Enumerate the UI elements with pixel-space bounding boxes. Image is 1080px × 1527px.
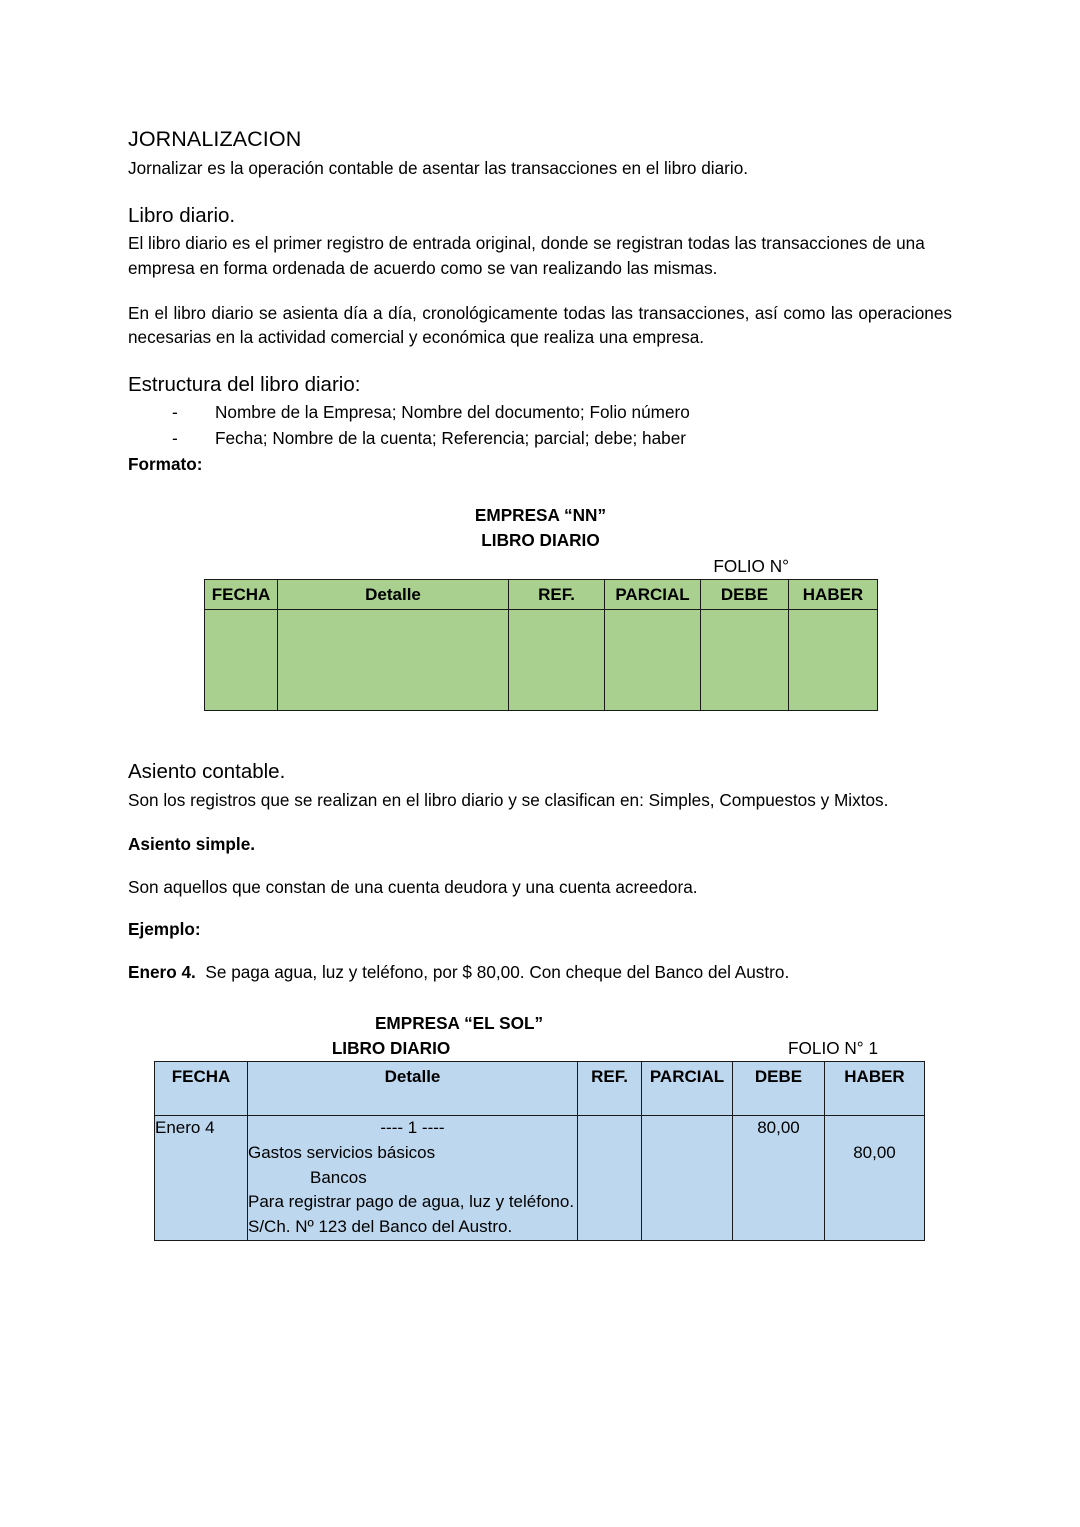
column-header-parcial: PARCIAL [642, 1062, 733, 1116]
cell-debe [701, 609, 789, 710]
entry-number-marker: ---- 1 ---- [380, 1118, 445, 1138]
section-heading-estructura: Estructura del libro diario: [128, 372, 361, 396]
column-header-parcial: PARCIAL [605, 579, 701, 609]
table-row [155, 1116, 925, 1240]
dash-bullet: - [172, 402, 178, 423]
cell-parcial [642, 1116, 733, 1240]
cell-detalle [278, 609, 509, 710]
column-header-ref: REF. [578, 1062, 642, 1116]
document-body [128, 126, 952, 1241]
cell-fecha [205, 609, 278, 710]
cell-parcial [605, 609, 701, 710]
ejemplo-date: Enero 4. [128, 961, 196, 982]
example-table-document-title: LIBRO DIARIO [331, 1038, 451, 1059]
cell-haber [825, 1116, 925, 1240]
cell-debe [733, 1116, 825, 1240]
cell-fecha [155, 1116, 248, 1240]
column-header-debe: DEBE [701, 579, 789, 609]
example-ledger-block [128, 1011, 952, 1241]
dash-bullet: - [172, 428, 178, 449]
entry-debit-account: Gastos servicios básicos [248, 1143, 436, 1163]
ejemplo-statement [128, 960, 952, 985]
table-row [205, 609, 878, 710]
format-table-document-title: LIBRO DIARIO [481, 530, 600, 551]
haber-spacer [825, 1116, 924, 1141]
table-header-row [155, 1062, 925, 1116]
formato-label: Formato: [128, 454, 203, 475]
asiento-simple-text: Son aquellos que constan de una cuenta deudora y una cuenta acreedora. [128, 876, 698, 897]
format-ledger-table [204, 579, 878, 711]
column-header-fecha: FECHA [155, 1062, 248, 1116]
section-heading-libro-diario: Libro diario. [128, 203, 236, 227]
example-table-subtitle-row [154, 1036, 924, 1061]
column-header-debe: DEBE [733, 1062, 825, 1116]
table-header-row [205, 579, 878, 609]
cell-ref [578, 1116, 642, 1240]
format-ledger-block [128, 503, 952, 711]
column-header-detalle: Detalle [248, 1062, 578, 1116]
cell-detalle [248, 1116, 578, 1240]
column-header-fecha: FECHA [205, 579, 278, 609]
ejemplo-description: Se paga agua, luz y teléfono, por $ 80,00. Con cheque del Banco del Austro. [205, 961, 790, 982]
entry-description-line-1: Para registrar pago de agua, luz y teléfono. [248, 1192, 575, 1212]
asiento-simple-label: Asiento simple. [128, 834, 256, 855]
format-table-folio: FOLIO N° [713, 555, 789, 576]
estructura-list [128, 400, 952, 452]
list-item [172, 426, 952, 452]
ejemplo-label: Ejemplo: [128, 919, 201, 940]
asiento-contable-paragraph: Son los registros que se realizan en el libro diario y se clasifican en: Simples, Compuestos y Mixtos. [128, 789, 889, 810]
example-table-company: EMPRESA “EL SOL” [374, 1012, 544, 1033]
column-header-detalle: Detalle [278, 579, 509, 609]
entry-credit-amount: 80,00 [853, 1143, 896, 1163]
libro-diario-paragraph-2: En el libro diario se asienta día a día, cronológicamente todas las transacciones, así como las operaciones necesarias en la actividad comercial y económica que realiza una empresa. [128, 302, 952, 348]
entry-date: Enero 4 [155, 1118, 215, 1138]
cell-haber [789, 609, 878, 710]
section-heading-asiento-contable: Asiento contable. [128, 759, 286, 783]
example-ledger-table [154, 1061, 925, 1240]
entry-credit-account: Bancos [310, 1167, 367, 1187]
column-header-haber: HABER [789, 579, 878, 609]
entry-description-line-2: S/Ch. Nº 123 del Banco del Austro. [248, 1217, 513, 1237]
libro-diario-paragraph-1: El libro diario es el primer registro de entrada original, donde se registran todas las transacciones de una empresa en forma ordenada de acuerdo como se van realizando las mismas. [128, 233, 925, 279]
list-item-label: Fecha; Nombre de la cuenta; Referencia; parcial; debe; haber [215, 428, 687, 449]
column-header-ref: REF. [509, 579, 605, 609]
format-table-company: EMPRESA “NN” [474, 504, 607, 525]
example-table-folio: FOLIO N° 1 [788, 1038, 878, 1059]
list-item [172, 400, 952, 426]
entry-debit-amount: 80,00 [757, 1118, 800, 1138]
list-item-label: Nombre de la Empresa; Nombre del documento; Folio número [215, 402, 690, 423]
page-title: JORNALIZACION [128, 127, 302, 151]
intro-paragraph: Jornalizar es la operación contable de asentar las transacciones en el libro diario. [128, 158, 749, 179]
column-header-haber: HABER [825, 1062, 925, 1116]
cell-ref [509, 609, 605, 710]
